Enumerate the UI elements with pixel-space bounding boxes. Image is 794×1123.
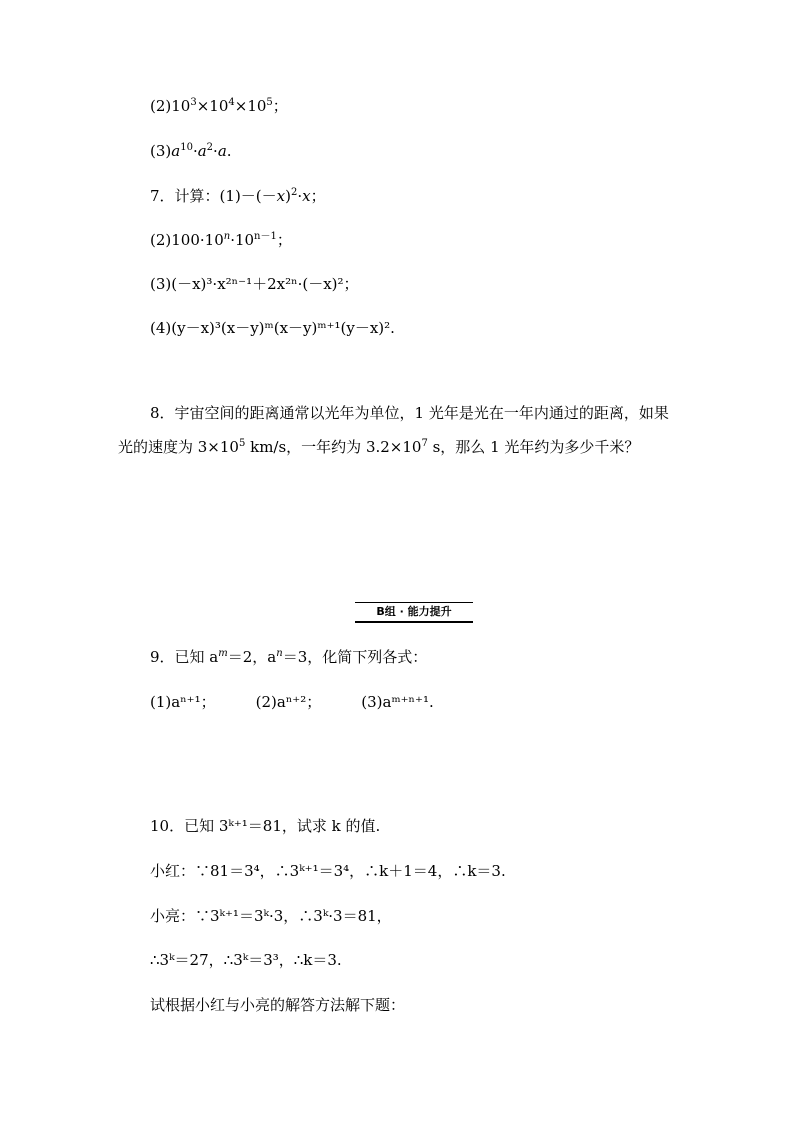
q6-item-3: $(3)a^{10}\cdot a^2\cdot a$. bbox=[150, 142, 232, 160]
q9-stem: 9．已知 $a^m=2$，$a^n=3$，化简下列各式： bbox=[150, 648, 428, 666]
q9-items bbox=[150, 692, 434, 712]
q7-item-3: (3)(－x)³·x²ⁿ⁻¹＋2x²ⁿ·(－x)²； bbox=[150, 275, 359, 293]
section-b-banner: B组 · 能力提升 bbox=[355, 602, 473, 623]
q10-xiaohong-solution: 小红：∵81＝3⁴，∴3ᵏ⁺¹＝3⁴，∴k＋1＝4，∴k＝3. bbox=[150, 862, 506, 880]
q10-stem: 10．已知 3ᵏ⁺¹＝81，试求 k 的值. bbox=[150, 817, 381, 835]
q7-item-4: (4)(y－x)³(x－y)ᵐ(x－y)ᵐ⁺¹(y－x)². bbox=[150, 319, 395, 337]
q6-item-2: $(2)10^3\times 10^4\times 10^5$； bbox=[150, 97, 288, 115]
q9-item-1: (1)aⁿ⁺¹； bbox=[150, 693, 216, 711]
q8-text: 8．宇宙空间的距离通常以光年为单位，1 光年是光在一年内通过的距离，如果光的速度为 $3\times 10^5$ km/s，一年约为 $3.2\times 10^7$ s，那么 1 光年约为多少千米？ bbox=[118, 404, 669, 456]
q9-item-3: (3)aᵐ⁺ⁿ⁺¹. bbox=[361, 693, 434, 711]
q7-item-2: $(2)100\cdot 10^n\cdot 10^{n-1}$； bbox=[150, 231, 292, 249]
q7-stem: 7．计算：$(1)-(-x)^2\cdot x$； bbox=[150, 187, 326, 205]
q10-xiaoliang-solution-cont: ∴3ᵏ＝27，∴3ᵏ＝3³，∴k＝3. bbox=[150, 951, 342, 969]
q10-xiaoliang-solution: 小亮：∵3ᵏ⁺¹＝3ᵏ·3，∴3ᵏ·3＝81， bbox=[150, 907, 392, 925]
q10-instruction: 试根据小红与小亮的解答方法解下题： bbox=[150, 996, 406, 1014]
q9-item-2: (2)aⁿ⁺²； bbox=[255, 693, 322, 711]
